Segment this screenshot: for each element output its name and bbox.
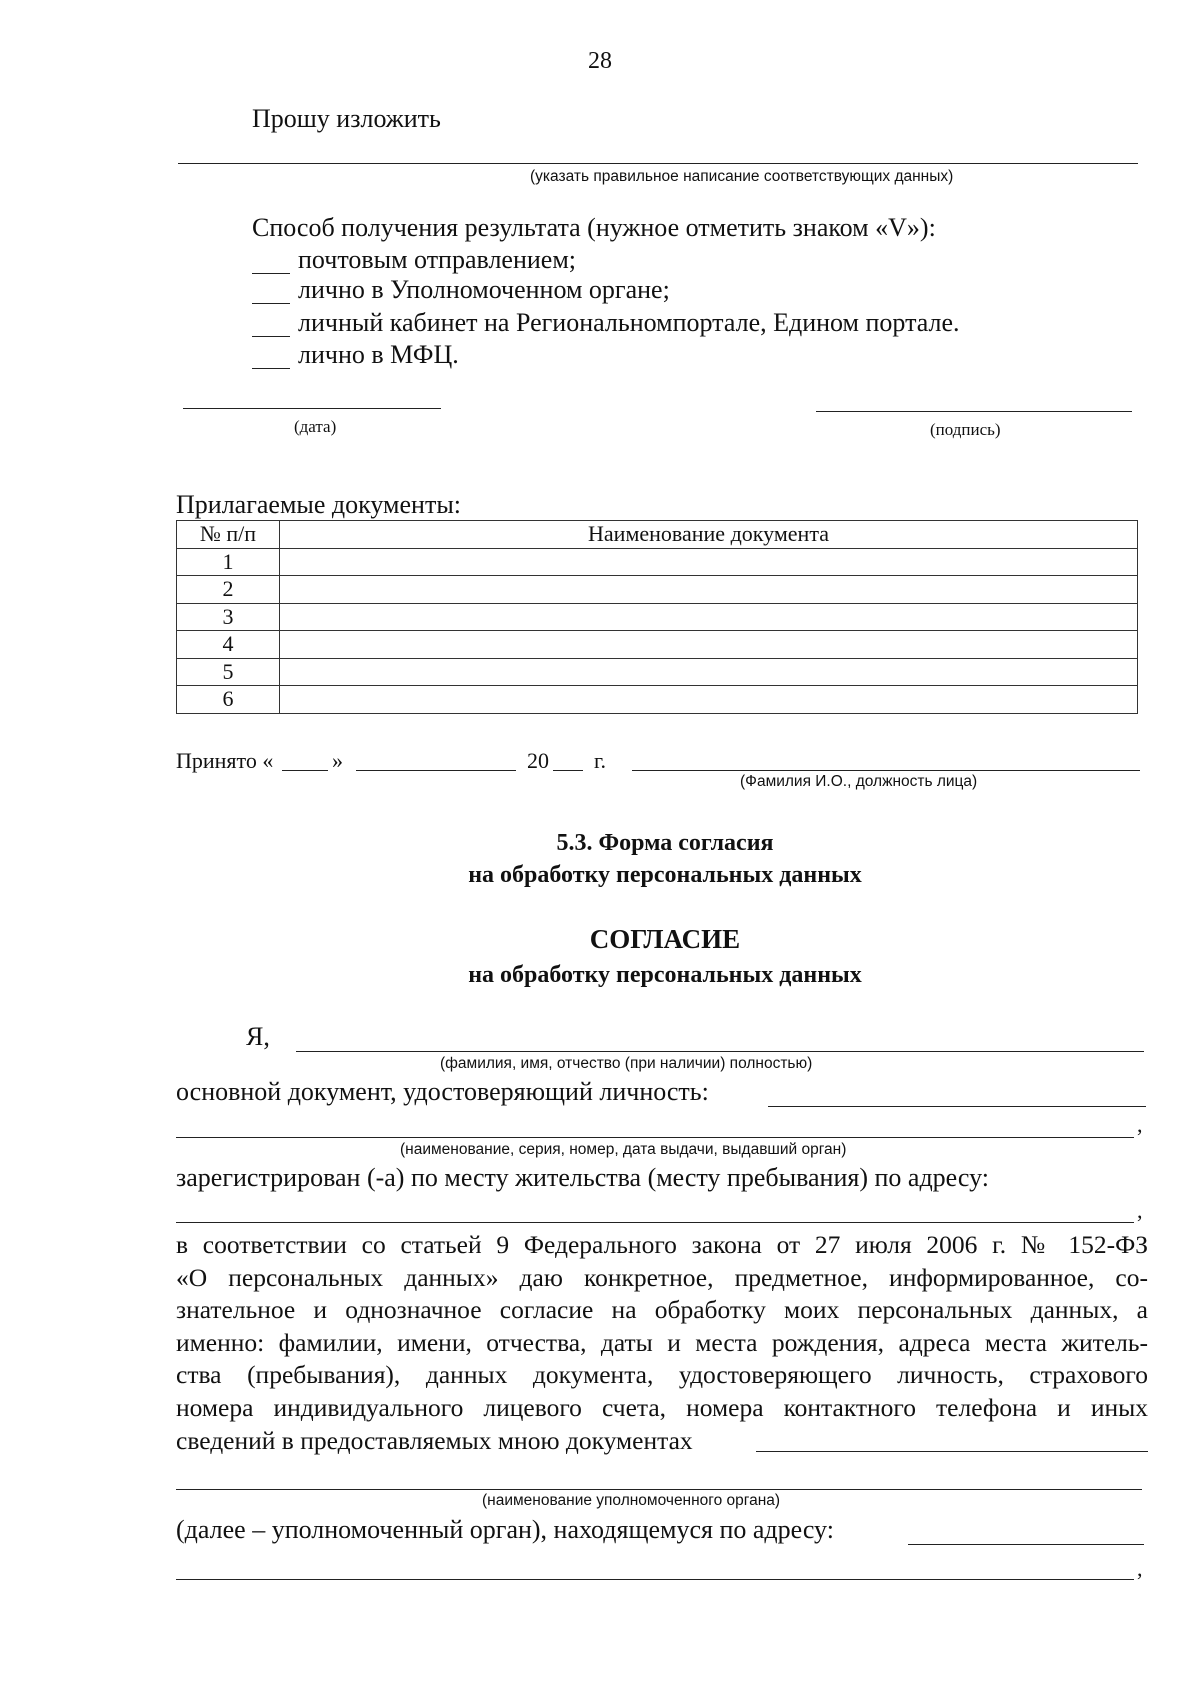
date-caption: (дата) <box>294 417 337 436</box>
document-name-cell[interactable] <box>280 631 1138 659</box>
row-number: 5 <box>177 658 280 686</box>
delivery-checkbox-portal[interactable] <box>252 336 290 337</box>
section-title: 5.3. Форма согласия <box>556 830 774 856</box>
delivery-option-authority: лично в Уполномоченном органе; <box>298 275 670 304</box>
col-name-header: Наименование документа <box>280 521 1138 549</box>
full-name-caption: (фамилия, имя, отчество (при наличии) полностью) <box>440 1055 813 1072</box>
document-name-cell[interactable] <box>280 603 1138 631</box>
accepted-official-line[interactable] <box>632 770 1140 771</box>
consent-body-line: ства (пребывания), данных документа, удостоверяющего личность, страхового <box>176 1360 1148 1390</box>
consent-subheading: на обработку персональных данных <box>468 962 862 988</box>
delivery-title: Способ получения результата (нужное отметить знаком «V»): <box>252 213 936 242</box>
row-number: 4 <box>177 631 280 659</box>
authority-address-comma: , <box>1137 1556 1143 1581</box>
page-number: 28 <box>588 48 612 74</box>
table-row <box>177 658 1138 686</box>
id-document-comma: , <box>1137 1112 1143 1137</box>
document-name-cell[interactable] <box>280 548 1138 576</box>
accepted-caption: (Фамилия И.О., должность лица) <box>740 773 978 790</box>
i-label: Я, <box>246 1022 270 1051</box>
authority-name-line[interactable] <box>176 1489 1142 1490</box>
consent-body-line: номера индивидуального лицевого счета, номера контактного телефона и иных <box>176 1392 1148 1422</box>
document-name-cell[interactable] <box>280 658 1138 686</box>
consent-body-line: именно: фамилии, имени, отчества, даты и места рождения, адреса места житель- <box>176 1327 1148 1357</box>
authority-address-label: (далее – уполномоченный орган), находящемуся по адресу: <box>176 1515 834 1544</box>
attachments-table <box>176 520 1138 714</box>
consent-heading: СОГЛАСИЕ <box>589 924 741 954</box>
consent-body-line: «О персональных данных» даю конкретное, предметное, информированное, со- <box>176 1262 1148 1292</box>
full-name-line[interactable] <box>296 1051 1144 1052</box>
attachments-title: Прилагаемые документы: <box>176 490 462 519</box>
delivery-option-mfc: лично в МФЦ. <box>298 340 459 369</box>
accepted-year-line[interactable] <box>553 770 583 771</box>
row-number: 3 <box>177 603 280 631</box>
table-header-row <box>177 521 1138 549</box>
accepted-prefix: Принято « <box>176 748 274 773</box>
accepted-year-suffix: г. <box>594 748 607 773</box>
authority-address-line-2[interactable] <box>176 1579 1134 1580</box>
row-number: 2 <box>177 576 280 604</box>
consent-body-last-line: сведений в предоставляемых мною документах <box>176 1425 693 1455</box>
delivery-checkbox-mail[interactable] <box>252 273 290 274</box>
col-num-header: № п/п <box>177 521 280 549</box>
row-number: 6 <box>177 686 280 714</box>
signature-field-line[interactable] <box>816 411 1132 412</box>
accepted-quote-close: » <box>332 748 343 773</box>
table-row <box>177 548 1138 576</box>
document-name-cell[interactable] <box>280 686 1138 714</box>
request-hint: (указать правильное написание соответствующих данных) <box>530 168 954 185</box>
id-document-line-2[interactable] <box>176 1137 1134 1138</box>
id-document-line-1[interactable] <box>768 1106 1146 1107</box>
section-subtitle: на обработку персональных данных <box>468 862 862 888</box>
delivery-option-mail: почтовым отправлением; <box>298 245 577 274</box>
registered-address-comma: , <box>1137 1198 1143 1223</box>
accepted-year-prefix: 20 <box>527 748 549 773</box>
accepted-month-line[interactable] <box>356 770 516 771</box>
delivery-checkbox-mfc[interactable] <box>252 368 290 369</box>
table-row <box>177 603 1138 631</box>
authority-caption: (наименование уполномоченного органа) <box>482 1492 781 1509</box>
id-document-caption: (наименование, серия, номер, дата выдачи, выдавший орган) <box>400 1141 847 1158</box>
row-number: 1 <box>177 548 280 576</box>
accepted-day-line[interactable] <box>282 770 328 771</box>
table-row <box>177 631 1138 659</box>
date-field-line[interactable] <box>183 408 441 409</box>
table-row <box>177 686 1138 714</box>
consent-body-line: в соответствии со статьей 9 Федерального закона от 27 июля 2006 г. № 152-ФЗ <box>176 1230 1148 1259</box>
delivery-checkbox-authority[interactable] <box>252 303 290 304</box>
request-field-line[interactable] <box>178 163 1138 164</box>
documents-line[interactable] <box>756 1451 1148 1452</box>
table-row <box>177 576 1138 604</box>
consent-body <box>176 1229 1148 1457</box>
consent-body-line: знательное и однозначное согласие на обработку моих персональных данных, а <box>176 1295 1148 1325</box>
id-document-label: основной документ, удостоверяющий личность: <box>176 1077 709 1106</box>
delivery-option-portal: личный кабинет на Региональномпортале, Едином портале. <box>298 308 960 337</box>
request-label: Прошу изложить <box>252 104 441 133</box>
registered-label: зарегистрирован (-а) по месту жительства (месту пребывания) по адресу: <box>176 1163 989 1192</box>
authority-address-line-1[interactable] <box>908 1544 1144 1545</box>
registered-address-line[interactable] <box>176 1222 1134 1223</box>
document-name-cell[interactable] <box>280 576 1138 604</box>
signature-caption: (подпись) <box>930 420 1001 439</box>
